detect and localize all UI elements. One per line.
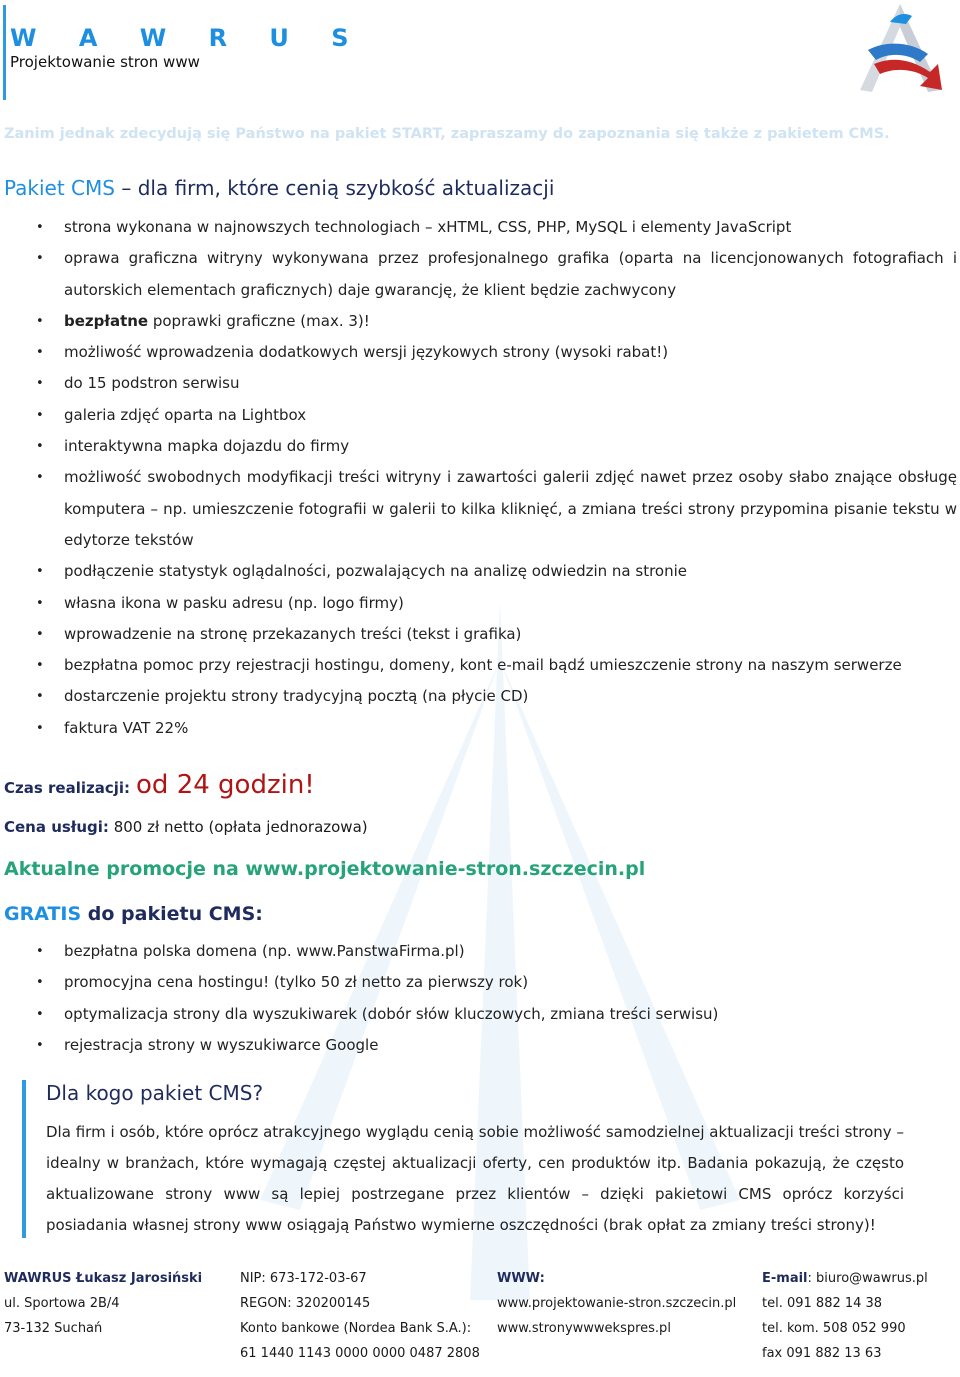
gratis-heading-rest: do pakietu CMS: bbox=[81, 903, 263, 925]
package-heading-accent: Pakiet CMS bbox=[4, 176, 115, 200]
gratis-heading bbox=[4, 903, 263, 925]
company-nip: NIP: 673-172-03-67 bbox=[240, 1271, 367, 1286]
list-item: • dostarczenie projektu strony tradycyjną pocztą (na płycie CD) bbox=[4, 681, 957, 712]
promo-link[interactable]: Aktualne promocje na www.projektowanie-stron.szczecin.pl bbox=[4, 858, 646, 880]
company-city: 73-132 Suchań bbox=[4, 1321, 103, 1336]
list-item: • faktura VAT 22% bbox=[4, 713, 957, 744]
list-item: • możliwość swobodnych modyfikacji treści witryny i zawartości galerii zdjęć nawet przez osoby słabo znające obsługę komputera – np. umieszczenie fotografii w galerii to kilka kliknięć, a zmiana treści strony przypomina pisanie tekstu w edytorze tekstów bbox=[4, 462, 957, 556]
list-item: • do 15 podstron serwisu bbox=[4, 368, 957, 399]
who-title: Dla kogo pakiet CMS? bbox=[46, 1081, 264, 1105]
price bbox=[4, 818, 368, 836]
footer-www bbox=[497, 1266, 736, 1341]
gratis-heading-accent: GRATIS bbox=[4, 903, 82, 925]
company-logo-icon bbox=[850, 2, 950, 102]
intro-text: Zanim jednak zdecydują się Państwo na pakiet START, zapraszamy do zapoznania się także z pakietem CMS. bbox=[4, 126, 890, 142]
package-heading bbox=[4, 176, 554, 200]
list-item: • strona wykonana w najnowszych technologiach – xHTML, CSS, PHP, MySQL i elementy JavaScript bbox=[4, 212, 957, 243]
list-item: • galeria zdjęć oparta na Lightbox bbox=[4, 400, 957, 431]
list-item: • oprawa graficzna witryny wykonywana przez profesjonalnego grafika (oparta na licencjonowanych fotografiach i autorskich elementach graficznych) daje gwarancję, że klient będzie zachwycony bbox=[4, 243, 957, 306]
email-label: E-mail bbox=[762, 1271, 808, 1286]
email-line bbox=[762, 1266, 928, 1291]
price-value: 800 zł netto (opłata jednorazowa) bbox=[108, 818, 368, 836]
features-list bbox=[4, 212, 957, 744]
www-link-1[interactable]: www.projektowanie-stron.szczecin.pl bbox=[497, 1296, 737, 1311]
list-item: • interaktywna mapka dojazdu do firmy bbox=[4, 431, 957, 462]
list-item: • podłączenie statystyk oglądalności, pozwalających na analizę odwiedzin na stronie bbox=[4, 556, 957, 587]
company-name: WAWRUS Łukasz Jarosiński bbox=[4, 1271, 203, 1286]
gratis-list bbox=[4, 936, 957, 1061]
list-item: • rejestracja strony w wyszukiwarce Google bbox=[4, 1030, 957, 1061]
bold-word: bezpłatne bbox=[64, 311, 149, 330]
list-item: • bezpłatna polska domena (np. www.PanstwaFirma.pl) bbox=[4, 936, 957, 967]
company-street: ul. Sportowa 2B/4 bbox=[4, 1296, 120, 1311]
list-item: • optymalizacja strony dla wyszukiwarek (dobór słów kluczowych, zmiana treści serwisu) bbox=[4, 999, 957, 1030]
list-item: • bezpłatna pomoc przy rejestracji hostingu, domeny, kont e-mail bądź umieszczenie strony na naszym serwerze bbox=[4, 650, 957, 681]
who-text: Dla firm i osób, które oprócz atrakcyjnego wyglądu cenią sobie możliwość samodzielnej aktualizacji treści strony – idealny w branżach, które wymagają częstej aktualizacji oferty, cen produktów itp. Badania pokazują, że często aktualizowane strony www są lepiej postrzegane przez klientów – dzięki pakietowi CMS oprócz korzyści posiadania własnej strony www osiągają Państwo wymierne oszczędności (brak opłat za zmiany treści strony)! bbox=[46, 1123, 904, 1234]
list-item: • własna ikona w pasku adresu (np. logo firmy) bbox=[4, 588, 957, 619]
phone: tel. 091 882 14 38 bbox=[762, 1296, 883, 1311]
footer-company bbox=[4, 1266, 202, 1341]
delivery-time-label: Czas realizacji: bbox=[4, 779, 131, 797]
www-label: WWW: bbox=[497, 1271, 545, 1286]
delivery-time bbox=[4, 770, 315, 800]
brand-tagline: Projektowanie stron www bbox=[10, 53, 200, 71]
list-item: • możliwość wprowadzenia dodatkowych wersji językowych strony (wysoki rabat!) bbox=[4, 337, 957, 368]
header-accent-bar bbox=[3, 5, 6, 100]
footer-registry bbox=[240, 1266, 480, 1366]
list-item bbox=[4, 306, 957, 337]
fax: fax 091 882 13 63 bbox=[762, 1346, 882, 1361]
bank-label: Konto bankowe (Nordea Bank S.A.): bbox=[240, 1321, 472, 1336]
www-link-2[interactable]: www.stronywwwekspres.pl bbox=[497, 1321, 671, 1336]
list-item: • promocyjna cena hostingu! (tylko 50 zł netto za pierwszy rok) bbox=[4, 967, 957, 998]
mobile-phone: tel. kom. 508 052 990 bbox=[762, 1321, 906, 1336]
list-item: • wprowadzenie na stronę przekazanych treści (tekst i grafika) bbox=[4, 619, 957, 650]
bank-account: 61 1440 1143 0000 0000 0487 2808 bbox=[240, 1346, 480, 1361]
company-regon: REGON: 320200145 bbox=[240, 1296, 371, 1311]
price-label: Cena usługi: bbox=[4, 818, 109, 836]
email-value[interactable]: : biuro@wawrus.pl bbox=[807, 1271, 928, 1286]
package-heading-rest: – dla firm, które cenią szybkość aktualizacji bbox=[114, 176, 555, 200]
delivery-time-value: od 24 godzin! bbox=[136, 770, 315, 800]
list-item-text: poprawki graficzne (max. 3)! bbox=[148, 311, 370, 330]
who-accent-bar bbox=[22, 1080, 26, 1238]
footer-contact bbox=[762, 1266, 928, 1366]
brand-name: W A W R U S bbox=[10, 24, 366, 52]
